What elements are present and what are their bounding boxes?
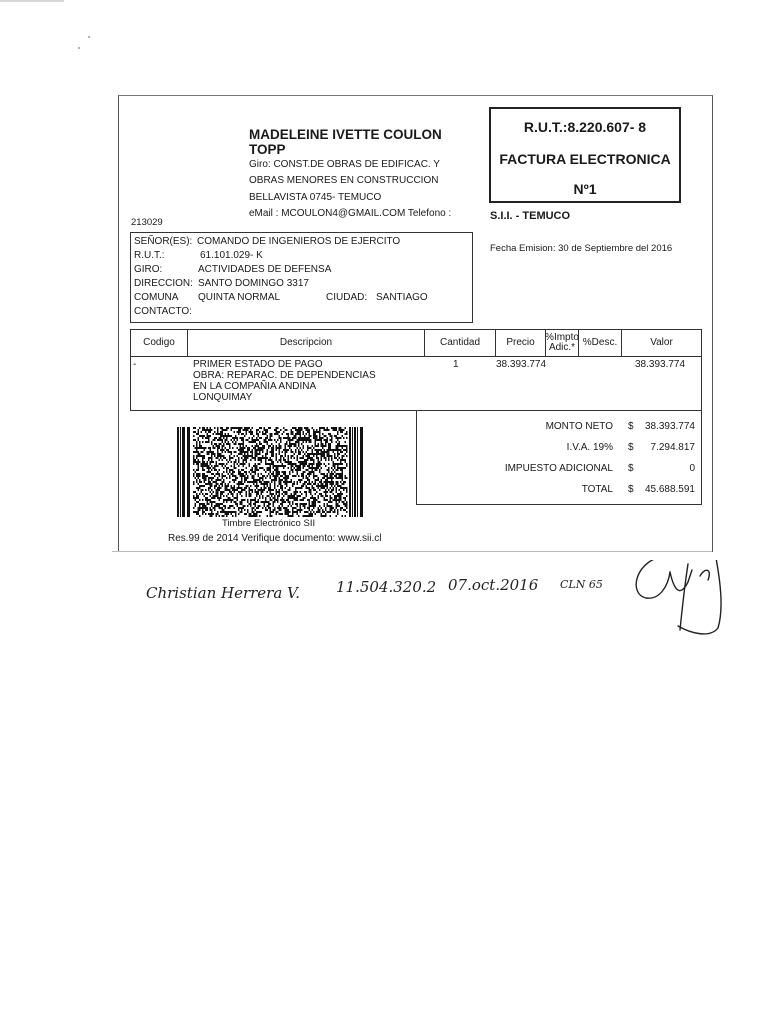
cliente-direccion-row xyxy=(134,278,309,290)
rut-value: 61.101.029- K xyxy=(200,250,263,261)
col-descripcion: Descripcion xyxy=(188,330,425,356)
detail-table xyxy=(130,329,702,411)
cliente-contacto-row xyxy=(134,306,192,318)
emisor-email: eMail : MCOULON4@GMAIL.COM Telefono : xyxy=(249,208,452,219)
neto-currency: $ xyxy=(628,421,634,432)
detail-header-row xyxy=(131,330,701,357)
sheet-edge xyxy=(112,551,712,552)
cliente-giro-row xyxy=(134,264,331,276)
document-rut: R.U.T.:8.220.607- 8 xyxy=(523,119,647,135)
sii-office: S.I.I. - TEMUCO xyxy=(490,210,571,222)
scan-speck xyxy=(78,47,80,49)
document-type: FACTURA ELECTRONICA xyxy=(499,151,671,167)
internal-code: 213029 xyxy=(131,217,163,228)
emisor-address: BELLAVISTA 0745- TEMUCO xyxy=(249,192,382,203)
scan-edge-line xyxy=(0,0,64,2)
timbre-res: Res.99 de 2014 Verifique documento: www.sii.cl xyxy=(168,533,382,544)
emisor-giro-line1: Giro: CONST.DE OBRAS DE EDIFICAC. Y xyxy=(249,159,440,170)
iva-label: I.V.A. 19% xyxy=(566,442,613,453)
item-desc-2: OBRA: REPARAC. DE DEPENDENCIAS xyxy=(193,370,376,381)
col-cantidad: Cantidad xyxy=(425,330,496,356)
col-desc: %Desc. xyxy=(579,330,622,356)
total-currency: $ xyxy=(628,484,634,495)
cliente-rut-row xyxy=(134,250,263,262)
col-impto xyxy=(546,330,579,356)
total-value: 45.688.591 xyxy=(644,484,695,495)
cliente-box xyxy=(130,232,473,323)
item-desc-4: LONQUIMAY xyxy=(193,392,253,403)
comuna-label: COMUNA xyxy=(134,292,179,303)
senores-value: COMANDO DE INGENIEROS DE EJERCITO xyxy=(197,236,401,247)
cliente-comuna-row xyxy=(134,292,428,304)
col-precio: Precio xyxy=(496,330,546,356)
cliente-senores-row xyxy=(134,236,400,248)
neto-label: MONTO NETO xyxy=(545,421,613,432)
iva-value: 7.294.817 xyxy=(650,442,695,453)
hw-date: 07.oct.2016 xyxy=(448,576,539,594)
col-valor: Valor xyxy=(650,337,673,348)
document-id-box xyxy=(489,107,681,203)
iva-currency: $ xyxy=(628,442,634,453)
totals-box xyxy=(416,410,702,505)
contacto-label: CONTACTO: xyxy=(134,306,192,317)
item-valor: 38.393.774 xyxy=(635,359,686,370)
senores-label: SEÑOR(ES): xyxy=(134,236,193,247)
item-cantidad: 1 xyxy=(453,359,459,370)
adicional-label: IMPUESTO ADICIONAL xyxy=(504,463,613,474)
direccion-label: DIRECCION: xyxy=(134,278,193,289)
total-label: TOTAL xyxy=(581,484,613,495)
giro-value: ACTIVIDADES DE DEFENSA xyxy=(198,264,332,275)
hw-rut: 11.504.320.2 xyxy=(336,578,437,596)
item-desc-3: EN LA COMPAÑIA ANDINA xyxy=(193,381,317,392)
item-codigo: - xyxy=(133,359,137,370)
comuna-value: QUINTA NORMAL xyxy=(198,292,281,303)
ciudad-value: SANTIAGO xyxy=(376,292,428,303)
giro-label: GIRO: xyxy=(134,264,163,275)
scan-speck xyxy=(88,36,90,38)
direccion-value: SANTO DOMINGO 3317 xyxy=(198,278,309,289)
fecha-emision: Fecha Emision: 30 de Septiembre del 2016 xyxy=(490,243,673,254)
neto-value: 38.393.774 xyxy=(644,421,695,432)
col-impto-line1: %Impto xyxy=(545,332,579,343)
document-number: Nº1 xyxy=(573,181,597,197)
item-desc-1: PRIMER ESTADO DE PAGO xyxy=(193,359,323,370)
emisor-giro-line2: OBRAS MENORES EN CONSTRUCCION xyxy=(249,175,439,186)
rut-label: R.U.T.: xyxy=(134,250,165,261)
adicional-value: 0 xyxy=(689,463,695,474)
emisor-name: MADELEINE IVETTE COULON TOPP xyxy=(249,127,442,157)
signature xyxy=(636,560,721,634)
hw-code: CLN 65 xyxy=(560,578,603,591)
timbre-barcode xyxy=(177,427,365,517)
handwritten-annotation xyxy=(140,560,740,640)
adicional-currency: $ xyxy=(628,463,634,474)
hw-name: Christian Herrera V. xyxy=(146,584,301,602)
col-codigo: Codigo xyxy=(131,330,188,356)
timbre-label: Timbre Electrónico SII xyxy=(222,518,316,529)
col-impto-line2: Adic.* xyxy=(548,342,576,353)
item-precio: 38.393.774 xyxy=(496,359,547,370)
ciudad-label: CIUDAD: xyxy=(326,292,368,303)
